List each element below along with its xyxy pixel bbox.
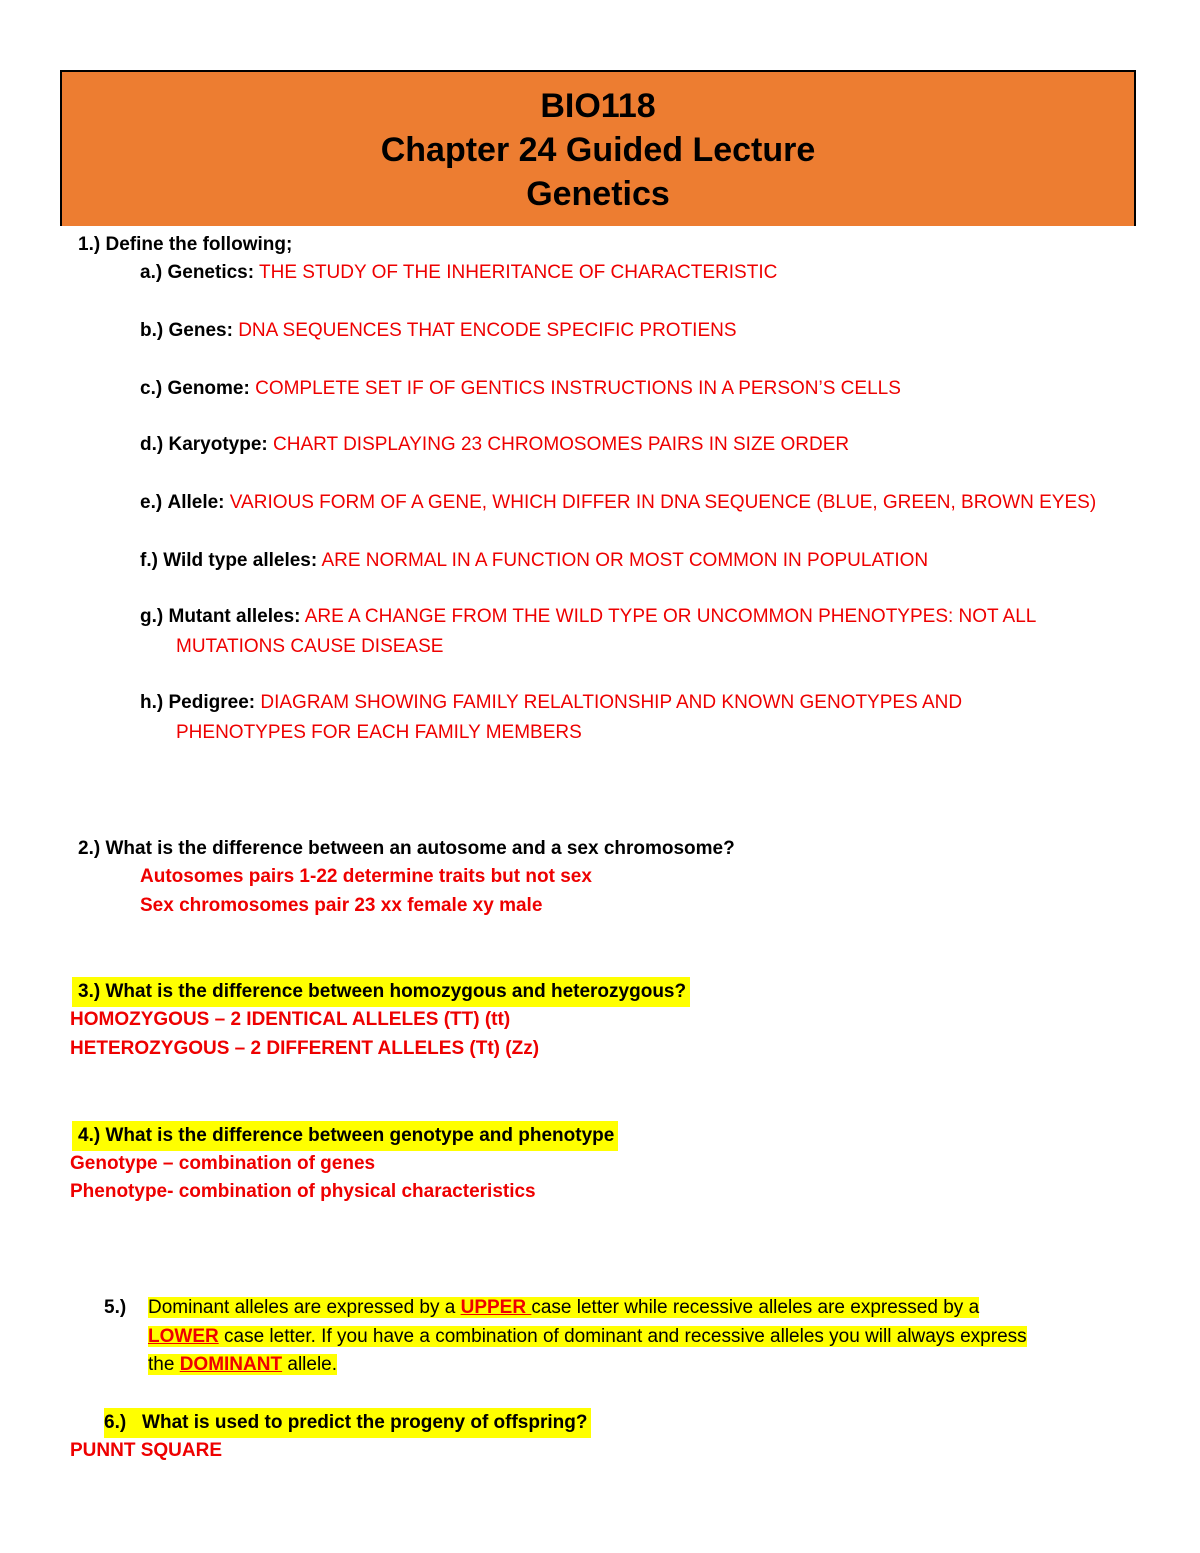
item-letter: d.) [140, 434, 164, 455]
blank-answer-upper: UPPER [460, 1297, 532, 1318]
item-term: Karyotype: [168, 434, 268, 455]
item-term: Pedigree: [168, 692, 256, 713]
item-letter: g.) [140, 606, 164, 627]
course-title: BIO118 [540, 87, 656, 125]
q6-number: 6.) [104, 1412, 127, 1433]
q6-heading [104, 1408, 591, 1438]
q2-heading [78, 834, 735, 864]
q4-answer: Phenotype- combination of physical characteristics [70, 1181, 536, 1202]
definition-item [140, 488, 1096, 518]
item-letter: f.) [140, 550, 158, 571]
item-answer: COMPLETE SET IF OF GENTICS INSTRUCTIONS IN A PERSON’S CELLS [255, 378, 901, 399]
item-answer-continued: MUTATIONS CAUSE DISEASE [176, 636, 444, 657]
item-answer: VARIOUS FORM OF A GENE, WHICH DIFFER IN DNA SEQUENCE (BLUE, GREEN, BROWN EYES) [229, 492, 1097, 513]
item-answer-continued: PHENOTYPES FOR EACH FAMILY MEMBERS [176, 722, 582, 743]
q2-answer: Sex chromosomes pair 23 xx female xy male [140, 895, 543, 916]
blank-answer-dominant: DOMINANT [179, 1354, 283, 1375]
topic-title: Genetics [526, 175, 670, 213]
q2-number: 2.) [78, 838, 101, 859]
definition-item [140, 258, 777, 288]
blank-answer-lower: LOWER [148, 1326, 219, 1347]
q3-heading [72, 977, 690, 1007]
item-term: Mutant alleles: [168, 606, 301, 627]
q3-answer: HETEROZYGOUS – 2 DIFFERENT ALLELES (Tt) (Zz) [70, 1038, 540, 1059]
q3-number: 3.) [78, 981, 101, 1002]
definition-item [140, 374, 901, 404]
item-letter: c.) [140, 378, 163, 399]
definition-item [140, 546, 928, 576]
item-term: Genome: [167, 378, 250, 399]
q3-answer: HOMOZYGOUS – 2 IDENTICAL ALLELES (TT) (tt) [70, 1009, 511, 1030]
q4-heading [72, 1121, 618, 1151]
q5-text: the [148, 1354, 180, 1375]
definition-item [140, 602, 1036, 632]
q5-line3 [148, 1350, 337, 1380]
q1-heading [78, 230, 292, 260]
q5-text: allele. [282, 1354, 338, 1375]
item-term: Genetics: [167, 262, 255, 283]
q4-number: 4.) [78, 1125, 101, 1146]
q1-number: 1.) [78, 234, 101, 255]
definition-item [140, 316, 737, 346]
item-answer: DIAGRAM SHOWING FAMILY RELALTIONSHIP AND KNOWN GENOTYPES AND [260, 692, 963, 713]
item-term: Allele: [167, 492, 225, 513]
item-letter: e.) [140, 492, 163, 513]
q5-text: case letter. If you have a combination of dominant and recessive alleles you will always express [218, 1326, 1027, 1347]
q4-answer: Genotype – combination of genes [70, 1153, 376, 1174]
chapter-title: Chapter 24 Guided Lecture [380, 131, 816, 169]
item-answer: DNA SEQUENCES THAT ENCODE SPECIFIC PROTIENS [238, 320, 737, 341]
q6-answer: PUNNT SQUARE [70, 1440, 223, 1461]
item-letter: h.) [140, 692, 164, 713]
item-term: Wild type alleles: [163, 550, 318, 571]
q5-text: Dominant alleles are expressed by a [148, 1297, 461, 1318]
q5-number: 5.) [104, 1297, 127, 1318]
definition-item [140, 688, 962, 718]
q4-prompt: What is the difference between genotype and phenotype [105, 1125, 615, 1146]
item-answer: CHART DISPLAYING 23 CHROMOSOMES PAIRS IN SIZE ORDER [273, 434, 850, 455]
q2-answer: Autosomes pairs 1-22 determine traits but not sex [140, 866, 592, 887]
q5-text: case letter while recessive alleles are expressed by a [531, 1297, 980, 1318]
definition-item [140, 430, 849, 460]
q6-prompt: What is used to predict the progeny of offspring? [142, 1412, 588, 1433]
item-answer: ARE NORMAL IN A FUNCTION OR MOST COMMON IN POPULATION [321, 550, 929, 571]
q3-prompt: What is the difference between homozygous and heterozygous? [105, 981, 687, 1002]
q5-line1 [148, 1293, 979, 1323]
item-term: Genes: [168, 320, 233, 341]
q1-prompt: Define the following; [105, 234, 293, 255]
item-answer: ARE A CHANGE FROM THE WILD TYPE OR UNCOMMON PHENOTYPES: NOT ALL [304, 606, 1037, 627]
item-letter: a.) [140, 262, 163, 283]
q5-line2 [148, 1322, 1027, 1352]
title-banner [60, 70, 1136, 226]
item-letter: b.) [140, 320, 164, 341]
q2-prompt: What is the difference between an autosome and a sex chromosome? [105, 838, 735, 859]
item-answer: THE STUDY OF THE INHERITANCE OF CHARACTERISTIC [259, 262, 778, 283]
